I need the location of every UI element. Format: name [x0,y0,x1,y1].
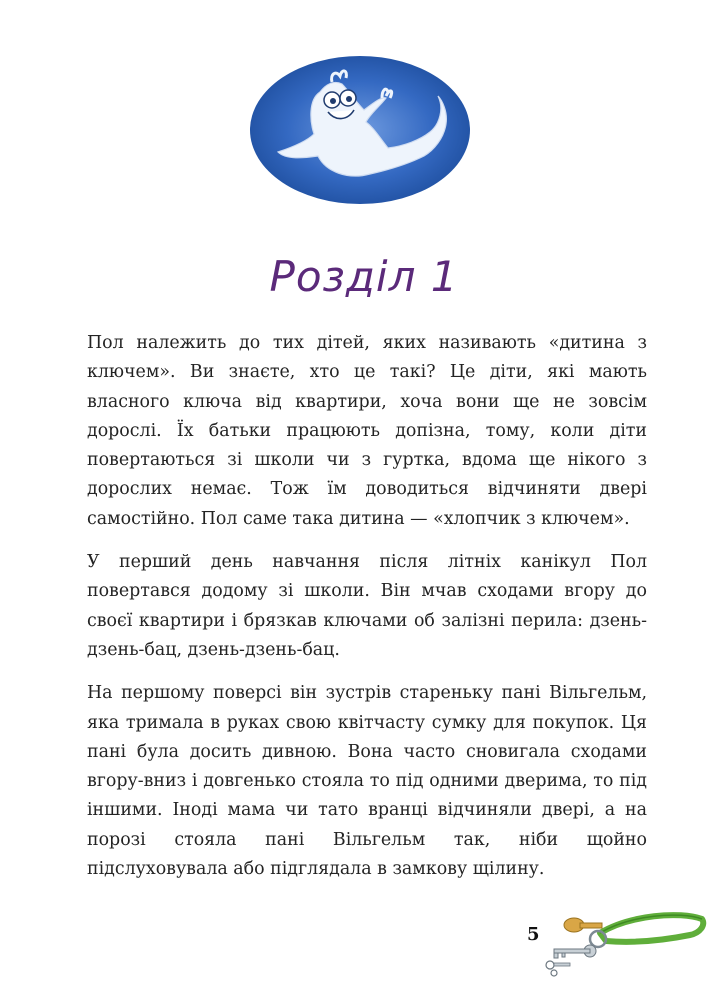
silver-key [554,945,596,958]
paragraph: У перший день навчання після літніх канікул Пол повертався додому зі школи. Він мчав сходами вгору до своєї квартири і брязкав ключами об залізні перила: дзень-дзень-бац, дзень-дзень-бац. [87,552,647,660]
gold-key [564,918,602,932]
page-number: 5 [527,924,540,945]
small-keys [546,961,570,976]
keys-on-lanyard-illustration [540,905,708,980]
chapter-title: Розділ 1 [269,252,459,301]
ghost-illustration [248,52,473,207]
paragraph: Пол належить до тих дітей, яких називають «дитина з ключем». Ви знаєте, хто це такі? Це діти, які мають власного ключа від квартири, хоча вони ще не зовсім дорослі. Їх батьки працюють допізна, тому, коли діти повертаються зі школи чи з гуртка, вдома ще нікого з дорослих немає. Тож їм доводиться відчиняти двері самостійно. Пол саме така дитина — «хлопчик з ключем». [87,333,647,529]
paragraph: На першому поверсі він зустрів стареньку пані Вільгельм, яка тримала в руках свою квітчасту сумку для покупок. Ця пані була досить дивною. Вона часто сновигала сходами вгору-вниз і довгенько стояла то під одними дверима, то під іншими. Іноді мама чи тато вранці відчиняли двері, а на порозі стояла пані Вільгельм так, ніби щойно підслуховувала або підглядала в замкову щілину. [87,683,647,880]
lanyard [600,915,703,942]
chapter-body [87,329,647,898]
